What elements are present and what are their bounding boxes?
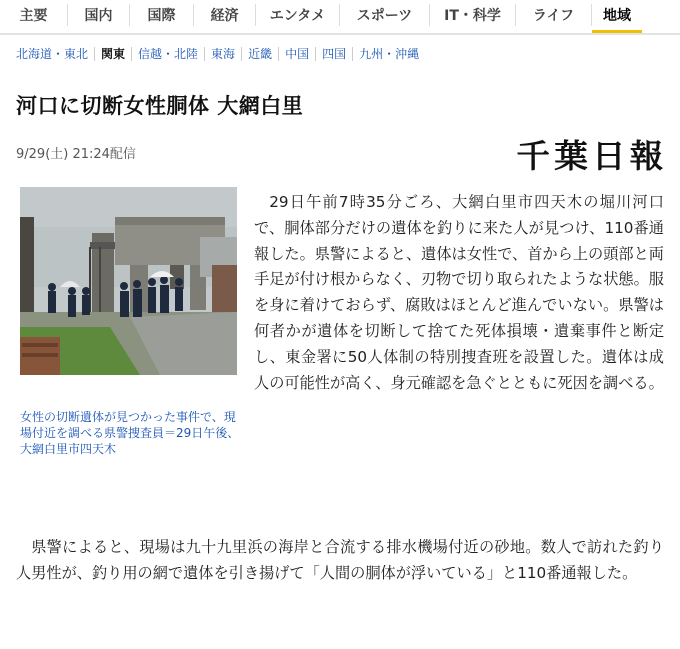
tab-life[interactable]: ライフ bbox=[516, 4, 592, 26]
source-logo[interactable]: 千葉日報 bbox=[516, 137, 668, 175]
tab-economy[interactable]: 経済 bbox=[194, 4, 256, 26]
tab-sports[interactable]: スポーツ bbox=[340, 4, 430, 26]
tab-it-science[interactable]: IT・科学 bbox=[430, 4, 516, 26]
tab-main[interactable]: 主要 bbox=[0, 4, 68, 26]
region-nav bbox=[16, 45, 425, 63]
category-nav bbox=[0, 0, 680, 35]
region-kanto[interactable]: 関東 bbox=[95, 47, 132, 61]
article-paragraph-2: 県警によると、現場は九十九里浜の海岸と合流する排水機場付近の砂地。数人で訪れた釣り人男性が、釣り用の網で遺体を引き揚げて「人間の胴体が浮いている」と110番通報した。 bbox=[16, 538, 664, 582]
tab-international[interactable]: 国際 bbox=[130, 4, 194, 26]
region-shikoku[interactable]: 四国 bbox=[316, 47, 353, 61]
tab-local[interactable]: 地域 bbox=[592, 0, 642, 33]
region-hokkaido-tohoku[interactable]: 北海道・東北 bbox=[16, 47, 95, 61]
article-headline: 河口に切断女性胴体 大網白里 bbox=[16, 94, 304, 118]
news-photo[interactable] bbox=[20, 187, 237, 375]
region-kinki[interactable]: 近畿 bbox=[242, 47, 279, 61]
tab-entertainment[interactable]: エンタメ bbox=[256, 4, 340, 26]
region-kyushu-okinawa[interactable]: 九州・沖縄 bbox=[359, 47, 420, 61]
publish-date: 9/29(土) 21:24配信 bbox=[16, 147, 136, 162]
tab-domestic[interactable]: 国内 bbox=[68, 4, 130, 26]
region-shinetsu-hokuriku[interactable]: 信越・北陸 bbox=[132, 47, 205, 61]
article-paragraph-1: 29日午前7時35分ごろ、大網白里市四天木の堀川河口で、胴体部分だけの遺体を釣りに来た人が見つけ、110番通報した。県警によると、遺体は女性で、首から上の頭部と両手足が付け根からなく、刃物で切り取られたような状態。服を身に着けておらず、腐敗はほとんど進んでいない。県警は何者かが遺体を切断して捨てた死体損壊・遺棄事件と断定し、東金署に50人体制の特別捜査班を設置した。遺体は成人の可能性が高く、身元確認を急ぐとともに死因を調べる。 bbox=[254, 193, 664, 392]
photo-caption[interactable]: 女性の切断遺体が見つかった事件で、現場付近を調べる県警捜査員＝29日午後、大網白里市四天木 bbox=[20, 410, 240, 456]
region-chugoku[interactable]: 中国 bbox=[279, 47, 316, 61]
news-photo-illustration bbox=[20, 187, 237, 375]
region-tokai[interactable]: 東海 bbox=[205, 47, 242, 61]
